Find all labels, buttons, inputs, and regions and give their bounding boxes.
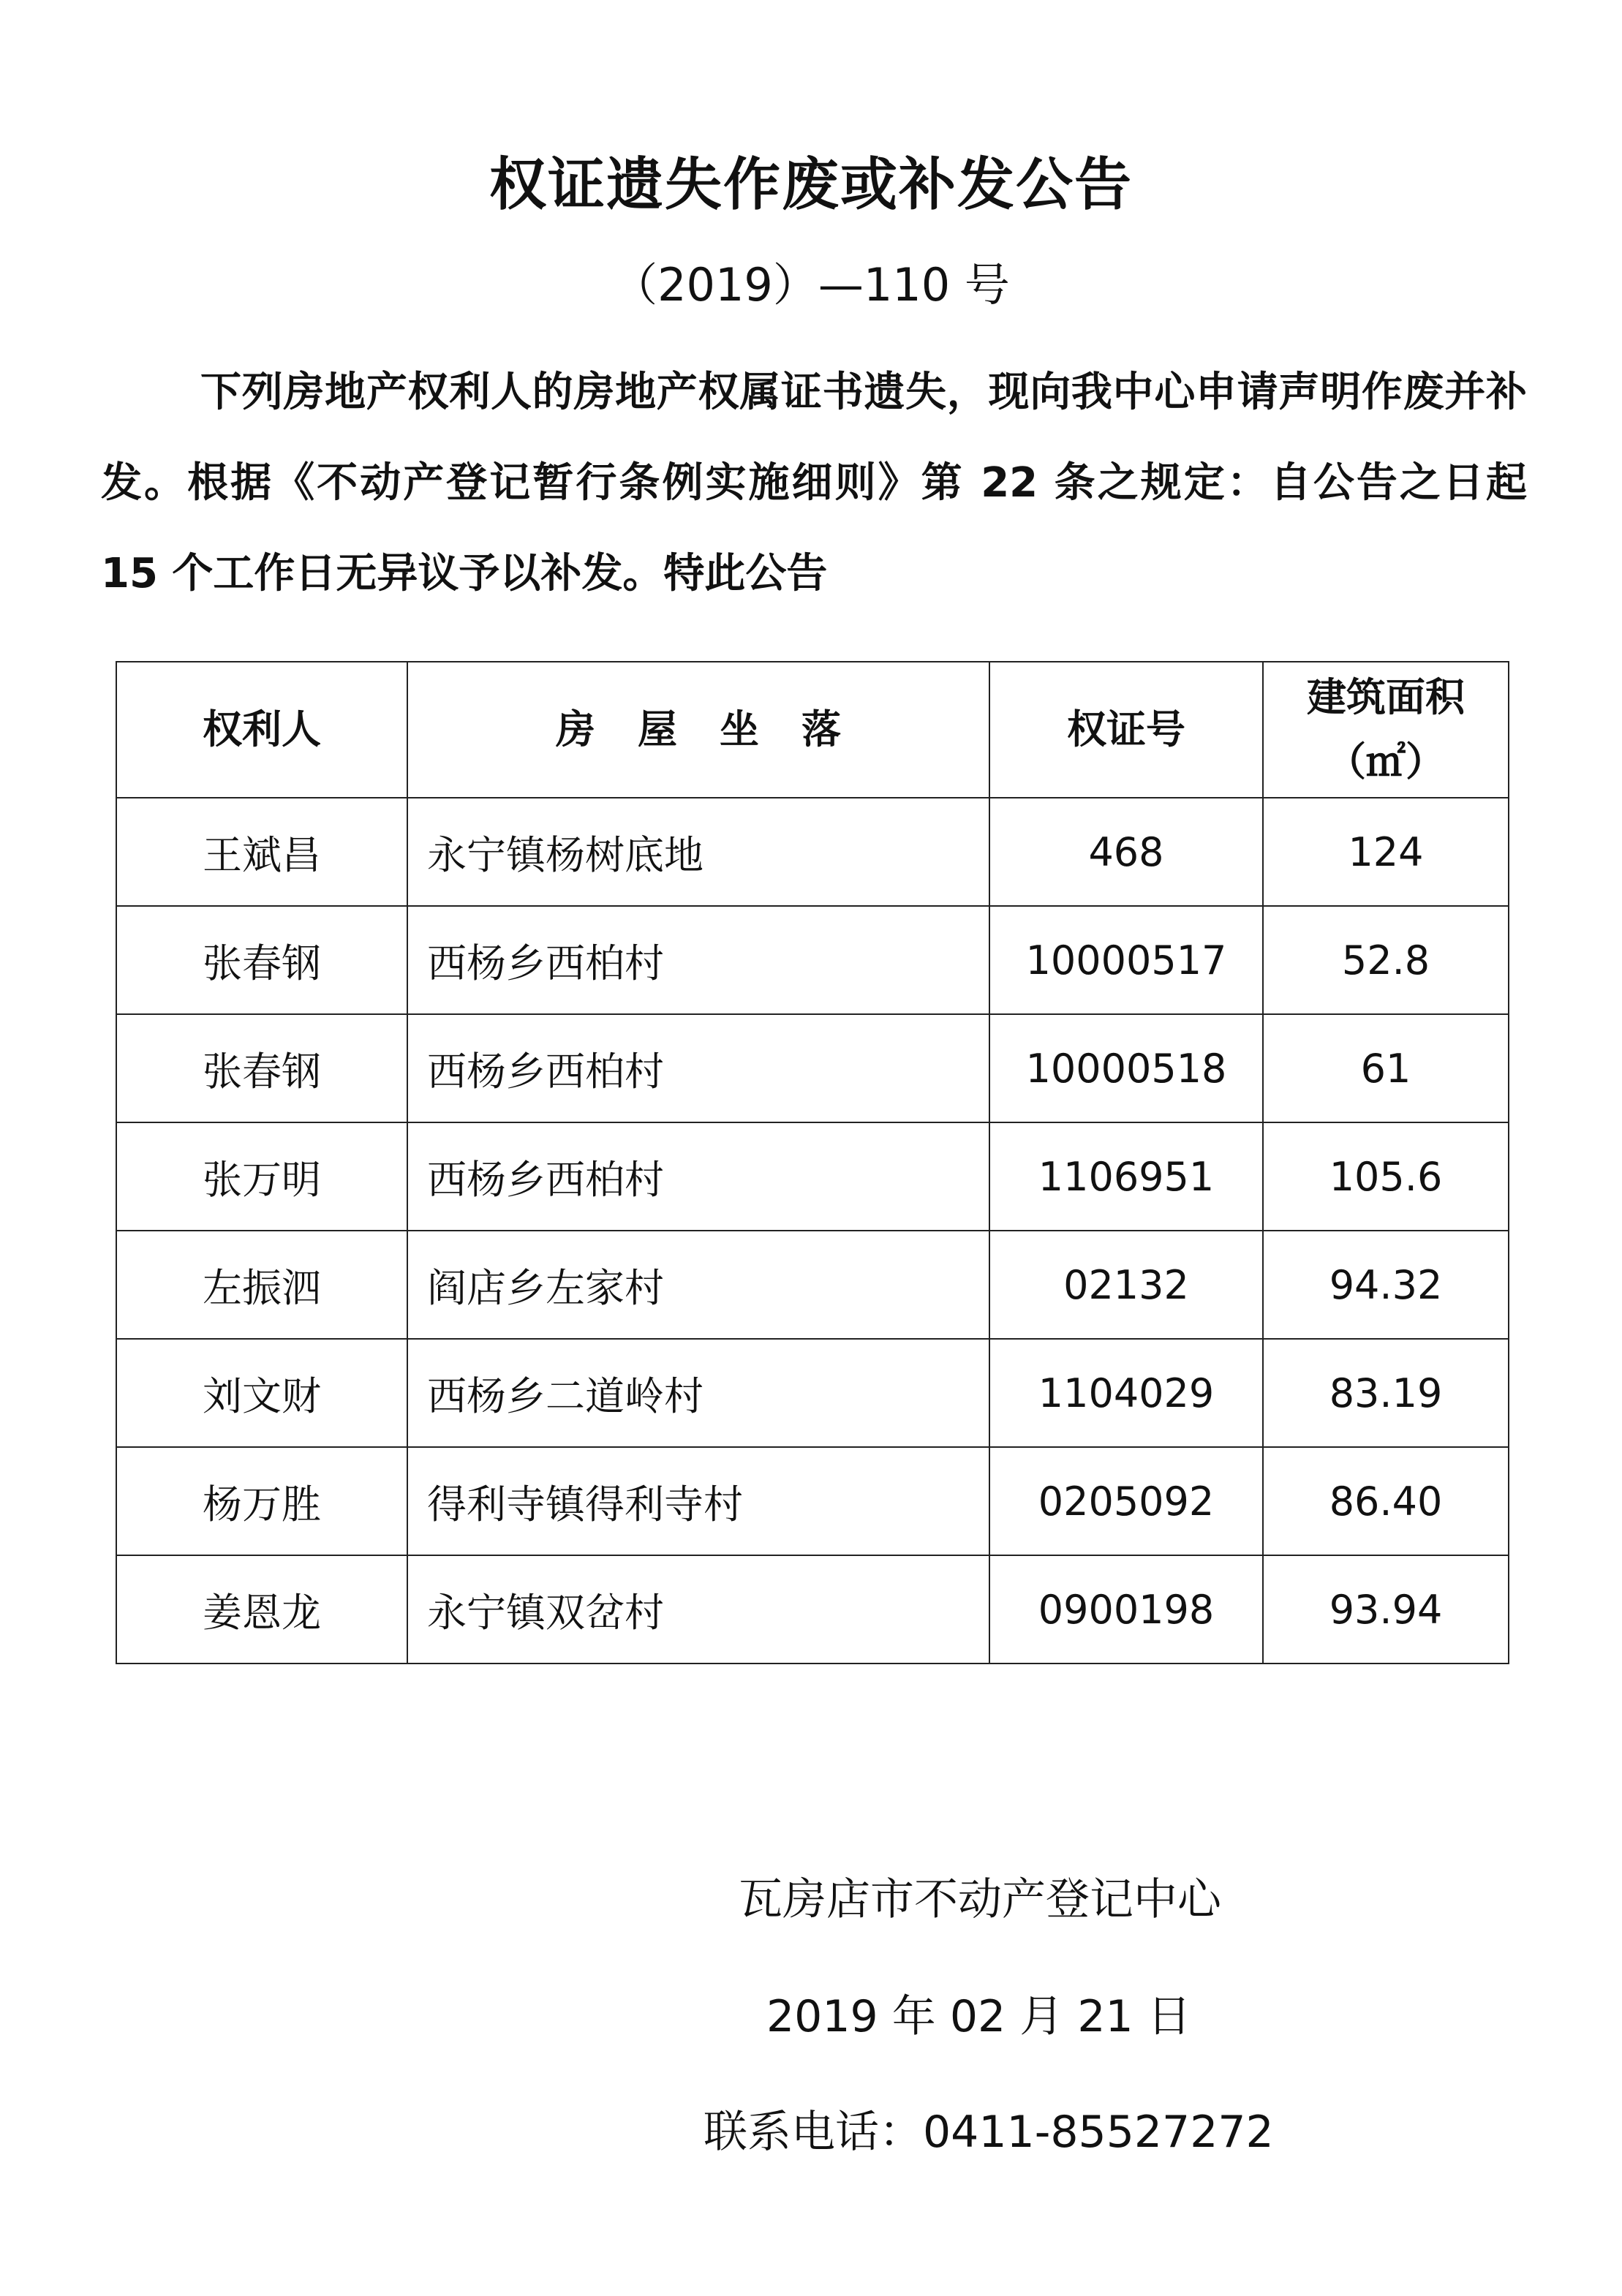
table-row (116, 1014, 1509, 1122)
table-row (116, 906, 1509, 1014)
location-cell: 西杨乡西柏村 (407, 1122, 989, 1231)
header-location: 房屋坐落 (407, 662, 989, 798)
issue-date: 2019 年 02 月 21 日 (766, 1991, 1191, 2042)
intro-paragraph: 下列房地产权利人的房地产权属证书遗失，现向我中心申请声明作废并补发。根据《不动产登记暂行条例实施细则》第 22 条之规定：自公告之日起 15 个工作日无异议予以补发。特此公告 (101, 369, 1527, 597)
location-cell: 永宁镇杨树底地 (407, 798, 989, 906)
location-cell: 永宁镇双岔村 (407, 1555, 989, 1664)
area-cell: 93.94 (1263, 1555, 1509, 1664)
header-cert-no: 权证号 (989, 662, 1263, 798)
owner-cell: 左振泗 (116, 1231, 407, 1339)
table-row (116, 1122, 1509, 1231)
table-row (116, 1555, 1509, 1664)
area-cell: 83.19 (1263, 1339, 1509, 1447)
page-title: 权证遗失作废或补发公告 (489, 152, 1133, 218)
table-row (116, 1231, 1509, 1339)
location-cell: 西杨乡西柏村 (407, 1014, 989, 1122)
owner-cell: 姜恩龙 (116, 1555, 407, 1664)
issuer-name: 瓦房店市不动产登记中心 (739, 1874, 1221, 1925)
header-area-unit: （㎡） (1327, 739, 1445, 785)
area-cell: 61 (1263, 1014, 1509, 1122)
area-cell: 94.32 (1263, 1231, 1509, 1339)
owner-cell: 刘文财 (116, 1339, 407, 1447)
location-cell: 得利寺镇得利寺村 (407, 1447, 989, 1555)
cert-no-cell: 10000518 (989, 1014, 1263, 1122)
location-cell: 阎店乡左家村 (407, 1231, 989, 1339)
location-cell: 西杨乡西柏村 (407, 906, 989, 1014)
cert-no-cell: 02132 (989, 1231, 1263, 1339)
location-cell: 西杨乡二道岭村 (407, 1339, 989, 1447)
header-area (1263, 662, 1509, 798)
table-row (116, 798, 1509, 906)
area-cell: 52.8 (1263, 906, 1509, 1014)
area-cell: 105.6 (1263, 1122, 1509, 1231)
cert-no-cell: 0205092 (989, 1447, 1263, 1555)
contact-phone: 联系电话：0411-85527272 (704, 2107, 1274, 2158)
area-cell: 86.40 (1263, 1447, 1509, 1555)
table-header-row (116, 662, 1509, 798)
table-row (116, 1447, 1509, 1555)
cert-no-cell: 1104029 (989, 1339, 1263, 1447)
header-owner: 权利人 (116, 662, 407, 798)
cert-no-cell: 1106951 (989, 1122, 1263, 1231)
header-area-label: 建筑面积 (1307, 674, 1465, 720)
cert-no-cell: 0900198 (989, 1555, 1263, 1664)
cert-no-cell: 468 (989, 798, 1263, 906)
area-cell: 124 (1263, 798, 1509, 906)
owner-cell: 张春钢 (116, 906, 407, 1014)
table-row (116, 1339, 1509, 1447)
cert-no-cell: 10000517 (989, 906, 1263, 1014)
lost-certificate-table (116, 661, 1509, 1664)
owner-cell: 杨万胜 (116, 1447, 407, 1555)
document-number: （2019）—110 号 (612, 258, 1010, 311)
owner-cell: 王斌昌 (116, 798, 407, 906)
owner-cell: 张春钢 (116, 1014, 407, 1122)
owner-cell: 张万明 (116, 1122, 407, 1231)
